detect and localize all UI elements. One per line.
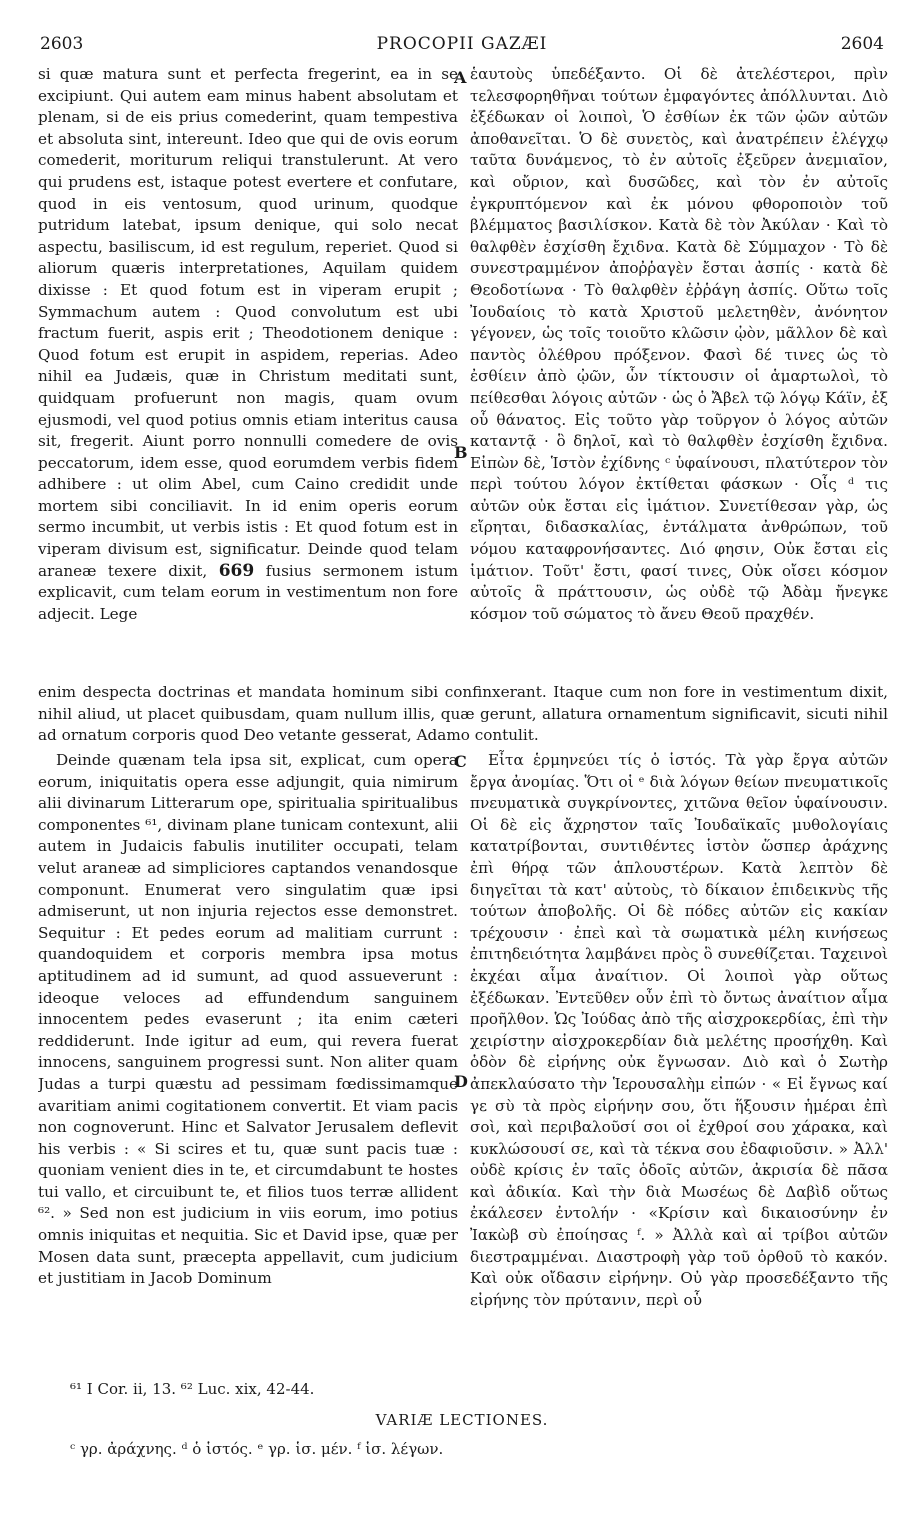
latin-text-top-b: fusius sermonem istum explicavit, cum telam eorum in vestimentum non fore adjecit. Lege xyxy=(38,561,458,623)
latin-text-bottom: Deinde quænam tela ipsa sit, explicat, cum opera eorum, iniquitatis opera esse adjungit, quia nimirum alii divinarum Litterarum ope, spiritualia spiritualibus componentes ⁶¹, divinam plane tunicam contexunt, alii autem in Judaicis fabulis inutiliter occupati, telam velut araneæ ad simpliciores captandos venandosque componunt. Enumerat vero singulatim quæ ipsi admiserunt, ut non injuria rejectos esse demonstret. Sequitur : Et pedes eorum ad malitiam currunt : quandoquidem et corporis membra ipsa motus aptitudinem ad id sumunt, ad quod assueverunt : ideoque veloces ad effundendum sanguinem innocentem pedes evaserunt ; ita enim cæteri reddiderunt. Inde igitur ad eum, qui revera fuerat innocens, sanguinem progressi sunt. Non aliter quam Judas a turpi quæstu ad pessimam fœdissimamque avaritiam animi cogitationem convertit. Et viam pacis non cognoverunt. Hinc et Salvator Jerusalem deflevit his verbis : « Si scires et tu, quæ sunt pacis tuæ : quoniam venient dies in te, et circumdabunt te hostes tui vallo, et circuibunt te, et filios tuos terræ allident ⁶². » Sed non est judicium in viis eorum, imo potius omnis iniquitas et nequitia. Sic et David ipse, quæ per Mosen data sunt, præcepta appellavit, cum judicium et justitiam in Jacob Dominum xyxy=(38,751,458,1288)
latin-paragraph-top xyxy=(38,64,458,625)
page-number-right: 2604 xyxy=(840,34,884,54)
variae-lectiones: ᶜ γρ. ἀράχνης. ᵈ ὁ ἱστός. ᵉ γρ. ἱσ. μέν. ᶠ ἱσ. λέγων. xyxy=(70,1440,444,1458)
section-marker-c: C xyxy=(454,752,467,771)
latin-text-top-a: si quæ matura sunt et perfecta fregerint, ea in se excipiunt. Qui autem eam minus habent absolutam et plenam, si de eis prius comederint, quam tempestiva et absoluta sint, intereunt. Ideo que qui de ovis eorum comederit, moriturum reliqui transtulerunt. At vero qui prudens est, istaque potest evertere et confutare, quod in eis ventosum, quod urinum, quodque putridum latebat, ipsum denique, qui solo necat aspectu, basiliscum, id est regulum, reperiet. Quod si aliorum quæris interpretationes, Aquilam quidem dixisse : Et quod fotum est in viperam erupit ; Symmachum autem : Quod convolutum est ubi fractum fuerit, aspis erit ; Theodotionem denique : Quod fotum est erupit in aspidem, reperias. Adeo nihil ea Judæis, quæ in Christum meditati sunt, quidquam profuerunt non magis, quam ovum ejusmodi, vel quod potius omnis etiam interitus causa sit, fregerit. Aiunt porro nonnulli comedere de ovis peccatorum, idem esse, quod eorumdem verbis fidem adhibere : ut olim Abel, cum Caino credidit unde mortem sibi conciliavit. In id enim operis eorum sermo incumbit, ut verbis istis : Et quod fotum est in viperam divisum est, significatur. Deinde quod telam araneæ texere dixit, xyxy=(38,65,458,580)
latin-column-bottom xyxy=(38,750,458,1366)
greek-text-top: ἑαυτοὺς ὑπεδέξαντο. Οἱ δὲ ἀτελέστεροι, πρὶν τελεσφορηθῆναι τούτων ἐμφαγόντες ἀπόλλυνται. Διὸ ἐξέδωκαν οἱ λοιποὶ, Ὁ ἐσθίων ἐκ τῶν ᾠῶν αὐτῶν ἀποθανεῖται. Ὁ δὲ συνετὸς, καὶ ἀνατρέπειν ἐλέγχῳ ταῦτα δυνάμενος, τὸ ἐν αὐτοῖς ἐξεῦρεν ἀνεμιαῖον, καὶ οὔριον, καὶ δυσῶδες, καὶ τὸν ἐν αὐτοῖς ἐγκρυπτόμενον καὶ ἐκ μόνου φθοροποιὸν τοῦ βλέμματος βασιλίσκον. Κατὰ δὲ τὸν Ἀκύλαν · Καὶ τὸ θαλφθὲν ἐσχίσθη ἔχιδνα. Κατὰ δὲ Σύμμαχον · Τὸ δὲ συνεστραμμένον ἀποῤῥαγὲν ἔσται ἀσπίς · κατὰ δὲ Θεοδοτίωνα · Τὸ θαλφθὲν ἐῤῥάγη ἀσπίς. Οὕτω τοῖς Ἰουδαίοις τὸ κατὰ Χριστοῦ μελετηθὲν, ἀνόνητον γέγονεν, ὡς τοῖς τοιοῦτο κλῶσιν ᾠὸν, μᾶλλον δὲ καὶ παντὸς ὀλέθρου πρόξενον. Φασὶ δέ τινες ὡς τὸ ἐσθίειν ἀπὸ ᾠῶν, ὧν τίκτουσιν οἱ ἁμαρτωλοὶ, τὸ πείθεσθαι λόγοις αὐτῶν · ὡς ὁ Ἄβελ τῷ λόγῳ Κάϊν, ἐξ οὗ θάνατος. Εἰς τοῦτο γὰρ τοῦργον ὁ λόγος αὐτῶν καταντᾷ · ὃ δηλοῖ, καὶ τὸ θαλφθὲν ἐσχίσθη ἔχιδνα. Εἰπὼν δὲ, Ἱστὸν ἐχίδνης ᶜ ὑφαίνουσι, πλατύτερον τὸν περὶ τούτου λόγον ἐκτίθεται φάσκων · Οἷς ᵈ τις αὐτῶν οὐκ ἔσται εἰς ἱμάτιον. Συνετίθεσαν γὰρ, ὡς εἴρηται, διδασκαλίας, ἐντάλματα ἀνθρώπων, τοῦ νόμου καταφρονήσαντες. Διό φησιν, Οὐκ ἔσται εἰς ἱμάτιον. Τοῦτ' ἔστι, φασί τινες, Οὐκ οἴσει κόσμον αὐτοῖς ἃ πράττουσιν, ὡς οὐδὲ τῷ Ἀδὰμ ἤνεγκε κόσμον τοῦ σώματος τὸ ἄνευ Θεοῦ πραχθέν. xyxy=(470,65,888,623)
page-title: PROCOPII GAZÆI xyxy=(376,34,548,54)
page-number-left: 2603 xyxy=(40,34,84,54)
section-marker-a: A xyxy=(454,68,467,87)
greek-text-bottom: Εἶτα ἑρμηνεύει τίς ὁ ἱστός. Τὰ γὰρ ἔργα αὐτῶν ἔργα ἀνομίας. Ὅτι οἱ ᵉ διὰ λόγων θείων πνευματικοῖς πνευματικὰ συγκρίνοντες, χιτῶνα θεῖον ὑφαίνουσιν. Οἱ δὲ εἰς ἄχρηστον ταῖς Ἰουδαϊκαῖς μυθολογίαις κατατρίβονται, συντιθέντες ἱστὸν ὥσπερ ἀράχνης ἐπὶ θήρᾳ τῶν ἁπλουστέρων. Κατὰ λεπτὸν δὲ διηγεῖται τὰ κατ' αὐτοὺς, τὸ δίκαιον ἐπιδεικνὺς τῆς τούτων ἀποβολῆς. Οἱ δὲ πόδες αὐτῶν εἰς κακίαν τρέχουσιν · ἐπεὶ καὶ τὰ σωματικὰ μέλη κινήσεως ἐπιτηδειότητα λαμβάνει πρὸς ὃ συνεθίζεται. Ταχεινοὶ ἐκχέαι αἷμα ἀναίτιον. Οἱ λοιποὶ γὰρ οὕτως ἐξέδωκαν. Ἐντεῦθεν οὖν ἐπὶ τὸ ὄντως ἀναίτιον αἷμα προῆλθον. Ὡς Ἰούδας ἀπὸ τῆς αἰσχροκερδίας, ἐπὶ τὴν χειρίστην αἰσχροκερδίαν διὰ μελέτης προσήχθη. Καὶ ὁδὸν δὲ εἰρήνης οὐκ ἔγνωσαν. Διὸ καὶ ὁ Σωτὴρ ἀπεκλαύσατο τὴν Ἱερουσαλὴμ εἰπών · « Εἰ ἔγνως καί γε σὺ τὰ πρὸς εἰρήνην σου, ὅτι ἥξουσιν ἡμέραι ἐπὶ σοὶ, καὶ περιβαλοῦσί σοι οἱ ἐχθροί σου χάρακα, καὶ κυκλώσουσί σε, καὶ τὰ τέκνα σου ἐδαφιοῦσιν. » Ἀλλ' οὐδὲ κρίσις ἐν ταῖς ὁδοῖς αὐτῶν, ἀκρισία δὲ πᾶσα καὶ ἀδικία. Καὶ τὴν διὰ Μωσέως δὲ Δαβὶδ οὕτως ἐκάλεσεν ἐντολήν · «Κρίσιν καὶ δικαιοσύνην ἐν Ἰακὼβ σὺ ἐποίησας ᶠ. » Ἀλλὰ καὶ αἱ τρίβοι αὐτῶν διεστραμμέναι. Διαστροφὴ γὰρ τοῦ ὀρθοῦ τὸ κακόν. Καὶ οὐκ οἴδασιν εἰρήνην. Οὐ γὰρ προσεδέξαντο τῆς εἰρήνης τὸν πρύτανιν, περὶ οὗ xyxy=(470,751,888,1309)
greek-column-top xyxy=(470,64,888,692)
footnotes: ⁶¹ I Cor. ii, 13. ⁶² Luc. xix, 42-44. xyxy=(70,1380,315,1398)
column-number: 669 xyxy=(218,560,255,581)
variae-lectiones-heading: VARIÆ LECTIONES. xyxy=(375,1411,549,1429)
latin-full-width-passage xyxy=(38,682,888,746)
latin-text-full: enim despecta doctrinas et mandata hominum sibi confinxerant. Itaque cum non fore in vestimentum dixit, nihil aliud, ut placet quibusdam, quam nullum illis, quæ gerunt, allatura ornamentum significavit, sicuti nihil ad ornatum corporis quod Deo vetante gesserat, Adamo contulit. xyxy=(38,683,888,745)
greek-column-bottom xyxy=(470,750,888,1366)
latin-column-top xyxy=(38,64,458,692)
running-header xyxy=(40,34,884,60)
section-marker-b: B xyxy=(454,443,468,462)
section-marker-d: D xyxy=(454,1072,468,1091)
